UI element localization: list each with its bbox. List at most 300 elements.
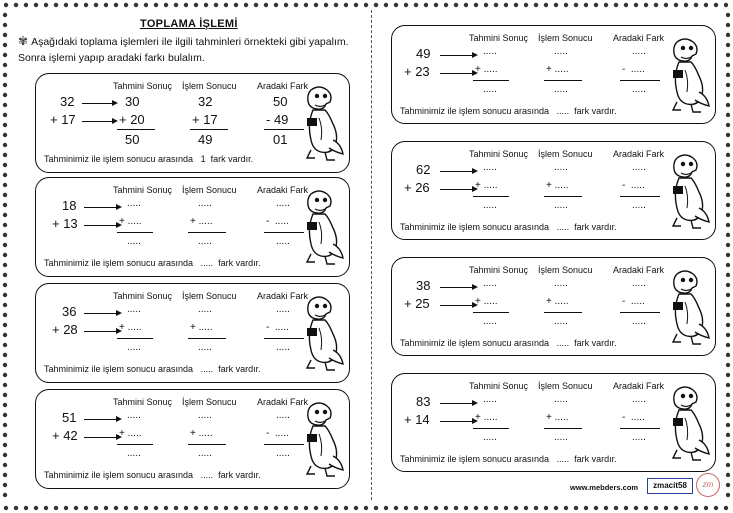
gap-blank: ..... <box>556 454 570 464</box>
blank: ..... <box>198 428 213 439</box>
page-title: TOPLAMA İŞLEMİ <box>140 18 238 30</box>
instruction-text: ✾ Aşağıdaki toplama işlemleri ile ilgili tahminleri örnekteki gibi yapalım. Sonra işlemi yapıp aradaki farkı bulalım. <box>18 34 349 64</box>
result-a-blank: ..... <box>554 394 568 405</box>
border-dot <box>124 506 128 510</box>
underline <box>620 196 660 197</box>
gap-blank: ..... <box>200 364 214 374</box>
gap-blank: ..... <box>556 222 570 232</box>
border-dot <box>514 3 518 7</box>
border-dot <box>264 506 268 510</box>
difference-b-blank: - ..... <box>622 64 645 75</box>
border-dot <box>404 3 408 7</box>
border-dot <box>726 283 730 287</box>
border-dot <box>154 3 158 7</box>
sentence-prefix: Tahminimiz ile işlem sonucu arasında <box>44 364 194 374</box>
border-dot <box>726 403 730 407</box>
border-dot <box>594 3 598 7</box>
difference-result-blank: ..... <box>276 448 290 459</box>
author-badge: zmacit58 <box>647 478 693 494</box>
underline <box>544 428 582 429</box>
underline <box>188 444 226 445</box>
difference-a-blank: ..... <box>632 162 646 173</box>
number-a: 49 <box>416 46 431 61</box>
border-dot <box>3 103 7 107</box>
border-dot <box>504 3 508 7</box>
border-dot <box>174 3 178 7</box>
result-b-blank: + ..... <box>546 412 569 423</box>
dinosaur-illustration <box>297 294 345 379</box>
border-dot <box>334 3 338 7</box>
border-dot <box>3 303 7 307</box>
border-dot <box>726 13 730 17</box>
border-dot <box>3 483 7 487</box>
blank: ..... <box>127 428 142 439</box>
arrow-icon <box>440 287 476 288</box>
border-dot <box>54 3 58 7</box>
sentence <box>400 106 617 116</box>
border-dot <box>224 506 228 510</box>
border-dot <box>64 3 68 7</box>
border-dot <box>484 506 488 510</box>
border-dot <box>3 163 7 167</box>
border-dot <box>3 133 7 137</box>
border-dot <box>3 73 7 77</box>
number-b: + 42 <box>52 428 78 443</box>
estimate-b-blank: + ..... <box>119 322 142 333</box>
estimate-b-blank: + ..... <box>119 428 142 439</box>
blank: ..... <box>274 322 289 333</box>
border-dot <box>664 3 668 7</box>
underline <box>264 129 304 130</box>
border-dot <box>726 353 730 357</box>
border-dot <box>104 506 108 510</box>
result-a-blank: ..... <box>198 410 212 421</box>
underline <box>620 80 660 81</box>
border-dot <box>726 113 730 117</box>
border-dot <box>726 303 730 307</box>
header-difference: Aradaki Fark <box>613 265 665 275</box>
problem-box <box>35 283 350 383</box>
border-dot <box>214 3 218 7</box>
border-dot <box>3 293 7 297</box>
arrow-icon <box>84 331 120 332</box>
blank: ..... <box>554 296 569 307</box>
border-dot <box>726 143 730 147</box>
border-dot <box>474 506 478 510</box>
border-dot <box>704 506 708 510</box>
sentence-suffix: fark vardır. <box>574 454 617 464</box>
border-dot <box>554 506 558 510</box>
border-dot <box>726 203 730 207</box>
border-dot <box>164 506 168 510</box>
border-dot <box>4 506 8 510</box>
border-dot <box>414 506 418 510</box>
border-dot <box>3 463 7 467</box>
border-dot <box>64 506 68 510</box>
border-dot <box>14 3 18 7</box>
result-sum-blank: ..... <box>554 316 568 327</box>
underline <box>264 338 304 339</box>
border-dot <box>624 506 628 510</box>
border-dot <box>594 506 598 510</box>
underline <box>544 80 582 81</box>
sentence <box>44 154 253 164</box>
border-dot <box>264 3 268 7</box>
blank: ..... <box>483 180 498 191</box>
border-dot <box>164 3 168 7</box>
result-b: + 17 <box>192 112 218 127</box>
border-dot <box>464 506 468 510</box>
underline <box>117 338 153 339</box>
border-dot <box>524 506 528 510</box>
border-dot <box>694 3 698 7</box>
result-a-blank: ..... <box>554 46 568 57</box>
column-divider <box>371 10 372 500</box>
underline <box>473 80 509 81</box>
result-sum: 49 <box>198 132 213 147</box>
border-dot <box>654 506 658 510</box>
border-dot <box>3 273 7 277</box>
border-dot <box>726 483 730 487</box>
header-result: İşlem Sonucu <box>182 291 237 301</box>
blank: ..... <box>198 322 213 333</box>
header-difference: Aradaki Fark <box>613 381 665 391</box>
border-dot <box>3 353 7 357</box>
difference-b-blank: - ..... <box>622 296 645 307</box>
sentence-prefix: Tahminimiz ile işlem sonucu arasında <box>400 338 550 348</box>
border-dot <box>726 163 730 167</box>
dinosaur-illustration <box>297 84 345 169</box>
border-dot <box>34 506 38 510</box>
difference-a-blank: ..... <box>632 46 646 57</box>
blank: ..... <box>127 322 142 333</box>
result-b-blank: + ..... <box>190 216 213 227</box>
dinosaur-illustration <box>663 384 711 469</box>
estimate-a-blank: ..... <box>483 278 497 289</box>
border-dot <box>74 506 78 510</box>
dinosaur-illustration <box>663 152 711 237</box>
sentence <box>44 470 261 480</box>
border-dot <box>244 3 248 7</box>
border-dot <box>434 506 438 510</box>
border-dot <box>714 506 718 510</box>
number-a: 18 <box>62 198 77 213</box>
border-dot <box>3 153 7 157</box>
border-dot <box>44 506 48 510</box>
border-dot <box>184 3 188 7</box>
border-dot <box>124 3 128 7</box>
border-dot <box>3 83 7 87</box>
border-dot <box>394 3 398 7</box>
border-dot <box>3 263 7 267</box>
border-dot <box>444 506 448 510</box>
border-dot <box>494 3 498 7</box>
sentence-prefix: Tahminimiz ile işlem sonucu arasında <box>400 106 550 116</box>
border-dot <box>3 213 7 217</box>
estimate-b-blank: + ..... <box>475 180 498 191</box>
border-dot <box>214 506 218 510</box>
border-dot <box>726 253 730 257</box>
problem-box <box>391 257 716 356</box>
estimate-sum-blank: ..... <box>483 200 497 211</box>
header-estimate: Tahmini Sonuç <box>113 185 173 195</box>
underline <box>473 428 509 429</box>
number-b: + 17 <box>50 112 76 127</box>
border-dot <box>3 193 7 197</box>
border-dot <box>584 3 588 7</box>
estimate-sum-blank: ..... <box>483 84 497 95</box>
border-dot <box>3 43 7 47</box>
border-dot <box>354 506 358 510</box>
border-dot <box>114 506 118 510</box>
border-dot <box>3 373 7 377</box>
border-dot <box>3 253 7 257</box>
blank: ..... <box>630 412 645 423</box>
border-dot <box>464 3 468 7</box>
underline <box>117 444 153 445</box>
border-dot <box>3 183 7 187</box>
number-a: 32 <box>60 94 75 109</box>
header-difference: Aradaki Fark <box>257 397 309 407</box>
border-dot <box>304 3 308 7</box>
sentence-suffix: fark vardır. <box>574 338 617 348</box>
border-dot <box>726 293 730 297</box>
border-dot <box>684 506 688 510</box>
border-dot <box>694 506 698 510</box>
border-dot <box>574 506 578 510</box>
result-b-blank: + ..... <box>546 64 569 75</box>
border-dot <box>314 3 318 7</box>
arrow-icon <box>440 73 476 74</box>
gap-blank: ..... <box>556 338 570 348</box>
border-dot <box>726 93 730 97</box>
border-dot <box>374 506 378 510</box>
problem-box <box>35 389 350 489</box>
estimate-sum-blank: ..... <box>127 236 141 247</box>
border-dot <box>3 113 7 117</box>
difference-a-blank: ..... <box>632 394 646 405</box>
header-difference: Aradaki Fark <box>257 81 309 91</box>
border-dot <box>3 33 7 37</box>
sentence-suffix: fark vardır. <box>574 222 617 232</box>
border-dot <box>726 243 730 247</box>
problem-box <box>391 25 716 124</box>
border-dot <box>294 3 298 7</box>
arrow-icon <box>84 225 120 226</box>
estimate-b-blank: + ..... <box>475 64 498 75</box>
blank: ..... <box>274 216 289 227</box>
number-b: + 28 <box>52 322 78 337</box>
estimate-sum-blank: ..... <box>127 448 141 459</box>
border-dot <box>674 506 678 510</box>
problem-box <box>391 373 716 472</box>
border-dot <box>284 3 288 7</box>
sentence-suffix: fark vardır. <box>218 364 261 374</box>
border-dot <box>354 3 358 7</box>
border-dot <box>84 506 88 510</box>
estimate-a-blank: ..... <box>127 198 141 209</box>
border-dot <box>726 123 730 127</box>
border-dot <box>714 3 718 7</box>
dinosaur-illustration <box>297 188 345 273</box>
difference-result: 01 <box>273 132 288 147</box>
result-sum-blank: ..... <box>198 342 212 353</box>
border-dot <box>3 243 7 247</box>
border-dot <box>3 453 7 457</box>
border-dot <box>514 506 518 510</box>
difference-a-blank: ..... <box>632 278 646 289</box>
difference-b-blank: - ..... <box>622 180 645 191</box>
difference-result-blank: ..... <box>632 316 646 327</box>
border-dot <box>726 363 730 367</box>
blank: ..... <box>483 412 498 423</box>
difference-result-blank: ..... <box>632 432 646 443</box>
blank: ..... <box>554 412 569 423</box>
border-dot <box>24 3 28 7</box>
difference-a: 50 <box>273 94 288 109</box>
border-dot <box>564 3 568 7</box>
header-estimate: Tahmini Sonuç <box>469 33 529 43</box>
result-b-blank: + ..... <box>190 428 213 439</box>
border-dot <box>314 506 318 510</box>
border-dot <box>726 443 730 447</box>
header-result: İşlem Sonucu <box>182 397 237 407</box>
estimate-a: 30 <box>125 94 140 109</box>
border-dot <box>34 3 38 7</box>
border-dot <box>364 3 368 7</box>
border-dot <box>3 63 7 67</box>
border-dot <box>726 153 730 157</box>
border-dot <box>304 506 308 510</box>
difference-result-blank: ..... <box>276 236 290 247</box>
result-a-blank: ..... <box>198 198 212 209</box>
underline <box>117 129 155 130</box>
estimate-sum-blank: ..... <box>483 316 497 327</box>
border-dot <box>726 43 730 47</box>
border-dot <box>204 506 208 510</box>
border-dot <box>726 73 730 77</box>
border-dot <box>134 506 138 510</box>
difference-a-blank: ..... <box>276 198 290 209</box>
estimate-a-blank: ..... <box>127 304 141 315</box>
number-a: 51 <box>62 410 77 425</box>
border-dot <box>726 373 730 377</box>
estimate-a-blank: ..... <box>127 410 141 421</box>
header-estimate: Tahmini Sonuç <box>113 81 173 91</box>
header-estimate: Tahmini Sonuç <box>469 381 529 391</box>
border-dot <box>3 423 7 427</box>
header-result: İşlem Sonucu <box>538 381 593 391</box>
gap-value: 1 <box>200 154 206 164</box>
result-a-blank: ..... <box>554 162 568 173</box>
border-dot <box>284 506 288 510</box>
border-dot <box>3 363 7 367</box>
border-dot <box>726 343 730 347</box>
border-dot <box>54 506 58 510</box>
border-dot <box>524 3 528 7</box>
blank: ..... <box>127 216 142 227</box>
border-dot <box>584 506 588 510</box>
difference-b-blank: - ..... <box>266 216 289 227</box>
sentence-prefix: Tahminimiz ile işlem sonucu arasında <box>400 222 550 232</box>
underline <box>620 312 660 313</box>
border-dot <box>726 233 730 237</box>
border-dot <box>324 506 328 510</box>
result-b-blank: + ..... <box>190 322 213 333</box>
border-dot <box>554 3 558 7</box>
border-dot <box>4 3 8 7</box>
number-a: 83 <box>416 394 431 409</box>
border-dot <box>726 83 730 87</box>
result-a-blank: ..... <box>198 304 212 315</box>
border-dot <box>3 443 7 447</box>
gap-blank: ..... <box>200 258 214 268</box>
border-dot <box>504 506 508 510</box>
header-difference: Aradaki Fark <box>613 149 665 159</box>
border-dot <box>224 3 228 7</box>
blank: ..... <box>198 216 213 227</box>
border-dot <box>3 493 7 497</box>
border-dot <box>726 453 730 457</box>
border-dot <box>3 123 7 127</box>
border-dot <box>384 3 388 7</box>
border-dot <box>414 3 418 7</box>
border-dot <box>3 23 7 27</box>
estimate-a-blank: ..... <box>483 394 497 405</box>
arrow-icon <box>440 305 476 306</box>
header-result: İşlem Sonucu <box>538 149 593 159</box>
blank: ..... <box>554 180 569 191</box>
border-dot <box>726 423 730 427</box>
sentence <box>400 222 617 232</box>
estimate-a-blank: ..... <box>483 162 497 173</box>
border-dot <box>344 506 348 510</box>
problem-box <box>391 141 716 240</box>
footer-url: www.mebders.com <box>570 483 639 492</box>
border-dot <box>474 3 478 7</box>
border-dot <box>726 183 730 187</box>
border-dot <box>184 506 188 510</box>
border-dot <box>726 33 730 37</box>
border-dot <box>726 273 730 277</box>
border-dot <box>3 203 7 207</box>
header-result: İşlem Sonucu <box>538 33 593 43</box>
border-dot <box>194 3 198 7</box>
border-dot <box>194 506 198 510</box>
border-dot <box>144 3 148 7</box>
estimate-sum-blank: ..... <box>483 432 497 443</box>
border-dot <box>3 433 7 437</box>
border-dot <box>726 323 730 327</box>
dinosaur-illustration <box>663 36 711 121</box>
border-dot <box>3 93 7 97</box>
sentence-suffix: fark vardır. <box>218 470 261 480</box>
difference-a-blank: ..... <box>276 410 290 421</box>
border-dot <box>604 506 608 510</box>
border-dot <box>664 506 668 510</box>
number-b: + 23 <box>404 64 430 79</box>
result-sum-blank: ..... <box>554 84 568 95</box>
difference-result-blank: ..... <box>632 84 646 95</box>
number-b: + 13 <box>52 216 78 231</box>
dinosaur-illustration <box>663 268 711 353</box>
border-dot <box>94 506 98 510</box>
border-dot <box>634 506 638 510</box>
border-dot <box>454 506 458 510</box>
border-dot <box>634 3 638 7</box>
blank: ..... <box>483 64 498 75</box>
estimate-b-blank: + ..... <box>119 216 142 227</box>
